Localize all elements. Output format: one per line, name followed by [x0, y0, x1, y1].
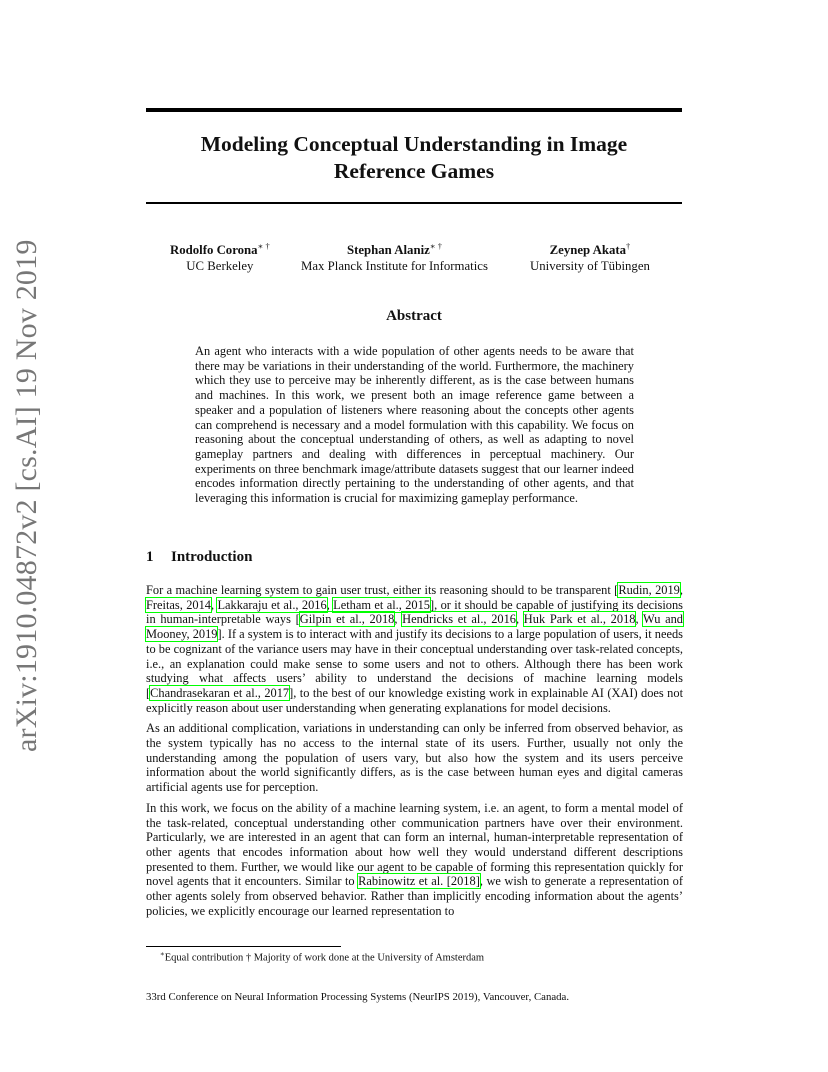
citation-link[interactable]: Letham et al., 2015: [333, 597, 430, 612]
title-bottom-rule: [146, 202, 682, 204]
text-run: ,: [516, 612, 524, 627]
section-heading: [146, 549, 252, 566]
text-run: In this work, we focus on the ability of a machine learning system, i.e. an agent, to form a mental model of the task-related, conceptual understanding other communication partners have over their environment. Particularly, we are interested in an agent that can form an internal, human-interpretable representation of other agents that encodes information about how well they would understand different descriptions presented to them. Further, we would like our agent to be capable of forming this representation quickly for novel agents that it encounters. Similar to: [146, 800, 683, 889]
title-line-2: Reference Games: [333, 159, 495, 183]
author-3: [530, 238, 650, 274]
text-run: ,: [210, 597, 218, 612]
section-number: 1: [146, 549, 154, 565]
text-run: ], to the best of our knowledge existing work in explainable AI (XAI) does not explicitly reason about user understanding when generating explanations for model decisions.: [146, 685, 684, 715]
text-run: ,: [394, 612, 403, 627]
citation-link[interactable]: Hendricks et al., 2016: [402, 612, 516, 627]
author-3-name: Zeynep Akata: [549, 243, 627, 257]
footnote: [160, 950, 484, 964]
abstract-heading: Abstract: [386, 308, 442, 324]
text-run: ]. If a system is to interact with and justify its decisions to a large population of users, it needs to be cognizant of the variance users may have in their conceptual understanding over task-related concepts, i.e., an explanation could make sense to some users and not to others. Although there has been work studying what affects users’ ability to understand the decisions of machine learning models [: [146, 627, 683, 700]
venue-line: 33rd Conference on Neural Information Processing Systems (NeurIPS 2019), Vancouver, Canada.: [146, 991, 570, 1003]
author-1-marks: ∗ †: [257, 241, 270, 251]
paragraph-1: [146, 583, 683, 715]
citation-link[interactable]: Freitas, 2014: [146, 597, 211, 612]
author-2-affiliation: Max Planck Institute for Informatics: [301, 259, 488, 273]
author-1-affiliation: UC Berkeley: [186, 259, 254, 273]
author-3-marks: †: [626, 241, 631, 251]
footnote-rule: [146, 946, 341, 947]
title-top-rule: [146, 108, 682, 112]
abstract-text: An agent who interacts with a wide population of other agents needs to be aware that there may be variations in their understanding of the world. Furthermore, the machinery which they use to perceive may be inherently different, as is the case between humans and machines. In this work, we present both an image reference game between a speaker and a population of listeners where reasoning about the concepts other agents can comprehend is necessary and a model formulation with this capability. We focus on reasoning about the conceptual understanding of others, as well as adapting to novel gameplay partners and dealing with differences in perceptual machinery. Our experiments on three benchmark image/attribute datasets suggest that our learner indeed encodes information directly pertaining to the understanding of other agents, and that leveraging this information is crucial for maximizing gameplay performance.: [195, 344, 634, 506]
text-run: ], or it should be capable of justifying its decisions in human-interpretable ways [: [146, 597, 684, 627]
text-run: ,: [679, 583, 683, 597]
text-run: For a machine learning system to gain user trust, either its reasoning should to be transparent [: [146, 583, 619, 597]
author-1: [170, 238, 270, 274]
body-text: [146, 583, 683, 924]
paragraph-2: As an additional complication, variations in understanding can only be inferred from observed behavior, as the system typically has no access to the internal state of its users. Further, usually not only the understanding among the population of users vary, but also how the system and its users perceive information about the world significantly differs, as is the case between human eyes and digital cameras artificial agents use for perception.: [146, 721, 683, 795]
author-2-name: Stephan Alaniz: [346, 243, 430, 257]
title-line-1: Modeling Conceptual Understanding in Image: [200, 132, 628, 156]
text-run: ,: [326, 597, 334, 612]
author-2-marks: ∗ †: [429, 241, 442, 251]
footnote-mark: ∗: [160, 950, 165, 958]
author-block: [146, 238, 682, 278]
footnote-text: Equal contribution † Majority of work done at the University of Amsterdam: [164, 952, 485, 964]
paragraph-3: [146, 801, 683, 919]
author-2: [301, 238, 488, 274]
section-title: Introduction: [171, 549, 253, 565]
paper-title: [146, 131, 682, 185]
arxiv-identifier: arXiv:1910.04872v2 [cs.AI] 19 Nov 2019: [10, 239, 43, 752]
citation-link[interactable]: Rabinowitz et al. [2018]: [358, 874, 480, 889]
author-1-name: Rodolfo Corona: [170, 243, 258, 257]
author-3-affiliation: University of Tübingen: [530, 259, 650, 273]
citation-link[interactable]: Gilpin et al., 2018: [299, 612, 395, 627]
citation-link[interactable]: Wu and Mooney, 2019: [146, 612, 684, 642]
text-run: , we wish to generate a representation of other agents solely from observed behavior. Rather than implicitly encoding information about the agents’ policies, we explicitly encourage our learned representation to: [146, 874, 683, 918]
citation-link[interactable]: Huk Park et al., 2018: [523, 612, 636, 627]
citation-link[interactable]: Chandrasekaran et al., 2017: [150, 685, 290, 700]
text-run: ,: [635, 612, 644, 627]
citation-link[interactable]: Rudin, 2019: [618, 583, 680, 597]
citation-link[interactable]: Lakkaraju et al., 2016: [217, 597, 327, 612]
